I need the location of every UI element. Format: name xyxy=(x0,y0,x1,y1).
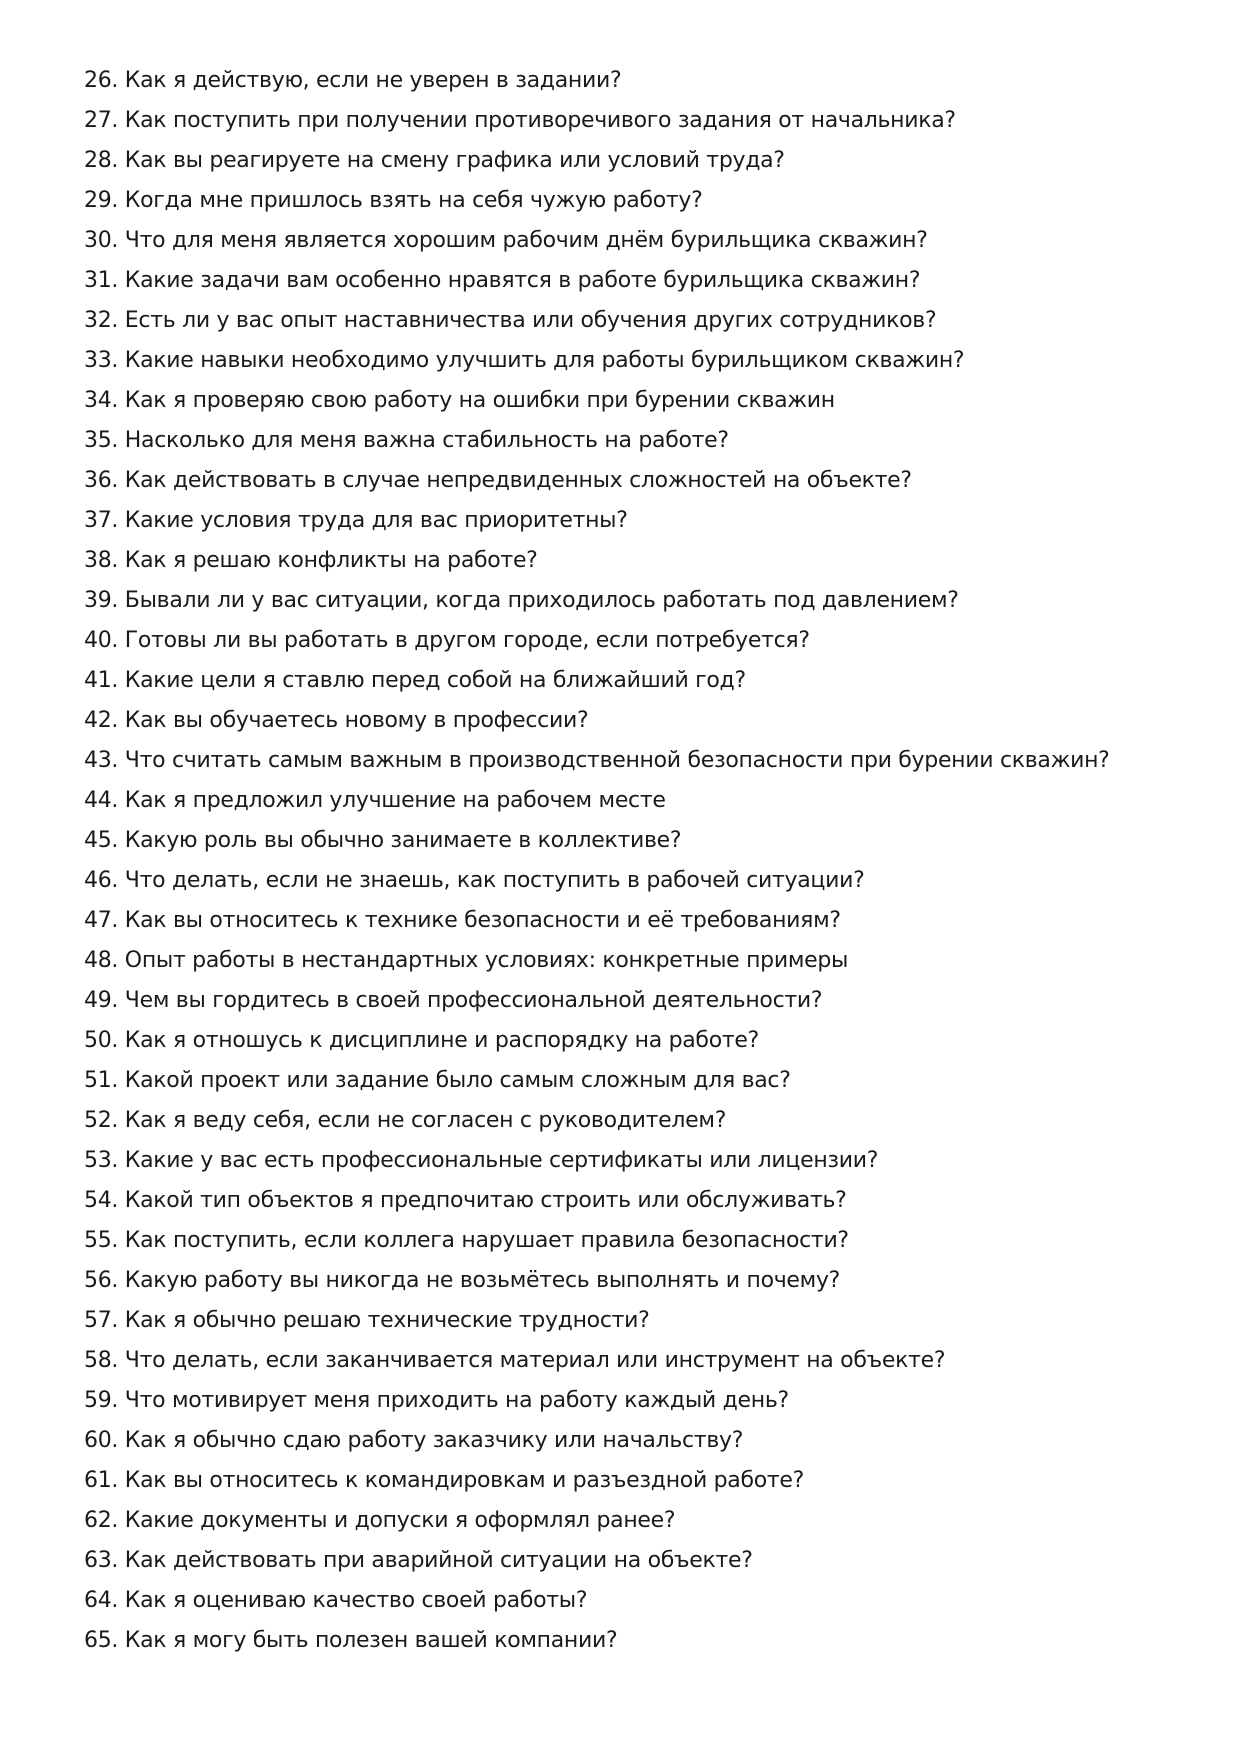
question-item xyxy=(84,501,1194,541)
question-text: Как я отношусь к дисциплине и распорядку на работе? xyxy=(124,1028,759,1053)
question-text: Как я веду себя, если не согласен с руководителем? xyxy=(124,1108,727,1133)
question-number: 57. xyxy=(84,1308,119,1333)
question-text: Как я обычно решаю технические трудности? xyxy=(124,1308,650,1333)
question-item xyxy=(84,1541,1194,1581)
question-text: Как я оцениваю качество своей работы? xyxy=(124,1588,588,1613)
question-number: 34. xyxy=(84,388,119,413)
question-item xyxy=(84,1501,1194,1541)
question-text: Какие задачи вам особенно нравятся в работе бурильщика скважин? xyxy=(124,268,921,293)
question-text: Готовы ли вы работать в другом городе, если потребуется? xyxy=(124,628,810,653)
question-text: Как я могу быть полезен вашей компании? xyxy=(124,1628,618,1653)
question-text: Как я действую, если не уверен в задании? xyxy=(124,68,622,93)
question-text: Чем вы гордитесь в своей профессиональной деятельности? xyxy=(124,988,823,1013)
question-text: Какой тип объектов я предпочитаю строить или обслуживать? xyxy=(124,1188,847,1213)
question-text: Какой проект или задание было самым сложным для вас? xyxy=(124,1068,791,1093)
question-text: Как я решаю конфликты на работе? xyxy=(124,548,538,573)
question-number: 35. xyxy=(84,428,119,453)
question-text: Есть ли у вас опыт наставничества или обучения других сотрудников? xyxy=(124,308,937,333)
question-item xyxy=(84,1621,1194,1661)
question-text: Какие цели я ставлю перед собой на ближайший год? xyxy=(124,668,746,693)
question-text: Что мотивирует меня приходить на работу каждый день? xyxy=(124,1388,789,1413)
question-text: Как вы относитесь к технике безопасности и её требованиям? xyxy=(124,908,841,933)
question-item xyxy=(84,1181,1194,1221)
question-number: 42. xyxy=(84,708,119,733)
question-number: 54. xyxy=(84,1188,119,1213)
question-number: 44. xyxy=(84,788,119,813)
question-item xyxy=(84,661,1194,701)
question-number: 56. xyxy=(84,1268,119,1293)
question-number: 47. xyxy=(84,908,119,933)
question-text: Насколько для меня важна стабильность на работе? xyxy=(124,428,729,453)
question-number: 63. xyxy=(84,1548,119,1573)
question-number: 49. xyxy=(84,988,119,1013)
question-item xyxy=(84,701,1194,741)
question-number: 28. xyxy=(84,148,119,173)
question-text: Как я обычно сдаю работу заказчику или начальству? xyxy=(124,1428,744,1453)
question-item xyxy=(84,101,1194,141)
question-number: 59. xyxy=(84,1388,119,1413)
question-item xyxy=(84,941,1194,981)
question-text: Как вы реагируете на смену графика или условий труда? xyxy=(124,148,785,173)
question-item xyxy=(84,1461,1194,1501)
question-item xyxy=(84,1341,1194,1381)
question-text: Какие документы и допуски я оформлял ранее? xyxy=(124,1508,676,1533)
question-text: Что для меня является хорошим рабочим днём бурильщика скважин? xyxy=(124,228,928,253)
question-text: Что делать, если не знаешь, как поступить в рабочей ситуации? xyxy=(124,868,865,893)
question-number: 39. xyxy=(84,588,119,613)
question-number: 60. xyxy=(84,1428,119,1453)
question-text: Какие навыки необходимо улучшить для работы бурильщиком скважин? xyxy=(124,348,965,373)
question-number: 32. xyxy=(84,308,119,333)
question-item xyxy=(84,1221,1194,1261)
question-number: 48. xyxy=(84,948,119,973)
question-text: Как вы относитесь к командировкам и разъездной работе? xyxy=(124,1468,805,1493)
question-number: 58. xyxy=(84,1348,119,1373)
question-item xyxy=(84,301,1194,341)
question-number: 43. xyxy=(84,748,119,773)
question-number: 50. xyxy=(84,1028,119,1053)
question-text: Как поступить, если коллега нарушает правила безопасности? xyxy=(124,1228,849,1253)
question-number: 62. xyxy=(84,1508,119,1533)
question-item xyxy=(84,541,1194,581)
question-text: Какую работу вы никогда не возьмётесь выполнять и почему? xyxy=(124,1268,841,1293)
question-item xyxy=(84,1261,1194,1301)
question-item xyxy=(84,261,1194,301)
question-number: 29. xyxy=(84,188,119,213)
question-item xyxy=(84,781,1194,821)
question-item xyxy=(84,1101,1194,1141)
question-text: Когда мне пришлось взять на себя чужую работу? xyxy=(124,188,703,213)
question-item xyxy=(84,461,1194,501)
question-item xyxy=(84,221,1194,261)
question-item xyxy=(84,61,1194,101)
question-number: 65. xyxy=(84,1628,119,1653)
question-number: 30. xyxy=(84,228,119,253)
question-number: 27. xyxy=(84,108,119,133)
question-text: Как поступить при получении противоречивого задания от начальника? xyxy=(124,108,956,133)
question-text: Какую роль вы обычно занимаете в коллективе? xyxy=(124,828,682,853)
question-number: 51. xyxy=(84,1068,119,1093)
question-item xyxy=(84,421,1194,461)
question-number: 61. xyxy=(84,1468,119,1493)
question-text: Как я предложил улучшение на рабочем месте xyxy=(124,788,666,813)
question-text: Какие условия труда для вас приоритетны? xyxy=(124,508,628,533)
question-text: Как действовать при аварийной ситуации на объекте? xyxy=(124,1548,753,1573)
question-item xyxy=(84,741,1194,781)
question-number: 41. xyxy=(84,668,119,693)
question-item xyxy=(84,981,1194,1021)
question-number: 52. xyxy=(84,1108,119,1133)
question-number: 53. xyxy=(84,1148,119,1173)
question-item xyxy=(84,1061,1194,1101)
question-text: Какие у вас есть профессиональные сертификаты или лицензии? xyxy=(124,1148,879,1173)
question-item xyxy=(84,1381,1194,1421)
question-item xyxy=(84,1141,1194,1181)
question-item xyxy=(84,1021,1194,1061)
question-text: Как вы обучаетесь новому в профессии? xyxy=(124,708,589,733)
question-item xyxy=(84,581,1194,621)
question-number: 33. xyxy=(84,348,119,373)
question-item xyxy=(84,861,1194,901)
question-item xyxy=(84,141,1194,181)
question-text: Как я проверяю свою работу на ошибки при бурении скважин xyxy=(124,388,835,413)
question-number: 45. xyxy=(84,828,119,853)
question-item xyxy=(84,341,1194,381)
question-number: 37. xyxy=(84,508,119,533)
question-text: Что считать самым важным в производственной безопасности при бурении скважин? xyxy=(124,748,1110,773)
question-number: 36. xyxy=(84,468,119,493)
question-item xyxy=(84,1301,1194,1341)
question-item xyxy=(84,901,1194,941)
question-number: 64. xyxy=(84,1588,119,1613)
question-item xyxy=(84,1581,1194,1621)
question-number: 40. xyxy=(84,628,119,653)
question-item xyxy=(84,621,1194,661)
question-item xyxy=(84,1421,1194,1461)
question-text: Как действовать в случае непредвиденных сложностей на объекте? xyxy=(124,468,912,493)
question-number: 31. xyxy=(84,268,119,293)
question-text: Опыт работы в нестандартных условиях: конкретные примеры xyxy=(124,948,849,973)
question-text: Что делать, если заканчивается материал или инструмент на объекте? xyxy=(124,1348,946,1373)
question-number: 26. xyxy=(84,68,119,93)
question-number: 55. xyxy=(84,1228,119,1253)
question-number: 38. xyxy=(84,548,119,573)
question-text: Бывали ли у вас ситуации, когда приходилось работать под давлением? xyxy=(124,588,959,613)
question-item xyxy=(84,181,1194,221)
question-number: 46. xyxy=(84,868,119,893)
question-item xyxy=(84,821,1194,861)
question-item xyxy=(84,381,1194,421)
question-list xyxy=(84,61,1194,1661)
